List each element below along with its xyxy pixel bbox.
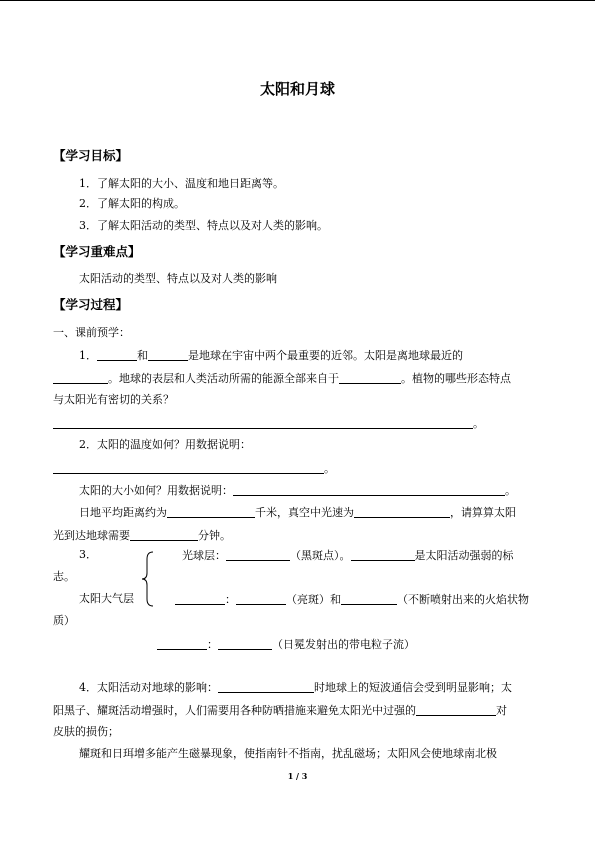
- q2-blank-1[interactable]: [53, 461, 324, 474]
- bracket-brace: [141, 551, 155, 607]
- q3-blank-4[interactable]: [236, 592, 286, 605]
- q1-line-1: [79, 348, 463, 363]
- q1-blank-2[interactable]: [148, 348, 188, 361]
- q1-end: 。: [473, 417, 484, 430]
- q4-text-3: 阳黑子、耀斑活动增强时，人们需要用各种防晒措施来避免太阳光中过强的: [53, 704, 416, 717]
- q3-photosphere-line: [182, 548, 514, 563]
- q1-number: 1．: [79, 349, 97, 362]
- q2-size-line: [79, 483, 516, 498]
- q1-line-3: 与太阳光有密切的关系？: [53, 393, 174, 406]
- q1-blank-4[interactable]: [339, 371, 401, 384]
- q1-text-2: 。地球的表层和人类活动所需的能源全部来自于: [108, 372, 339, 385]
- q2-blank-2[interactable]: [233, 483, 505, 496]
- q2-dist-text-c: ，请算算太阳: [450, 506, 516, 519]
- q2-blank-5[interactable]: [130, 528, 198, 541]
- q3-blank-6[interactable]: [157, 637, 207, 650]
- q2-line-1: 2．太阳的温度如何？用数据说明：: [79, 438, 251, 451]
- q4-text-4: 对: [496, 704, 507, 717]
- q3-blank-5[interactable]: [341, 592, 397, 605]
- page-title: 太阳和月球: [259, 80, 335, 98]
- q4-text-2: 时地球上的短波通信会受到明显影响；太: [314, 681, 512, 694]
- q4-line-1: [79, 680, 512, 695]
- q3-chromo-text-b: （亮斑）和: [286, 593, 341, 606]
- q4-line-4: 耀斑和日珥增多能产生磁暴现象，使指南针不指南，扰乱磁场；太阳风会使地球南北极: [79, 747, 497, 760]
- q3-photo-wrap: 志。: [53, 570, 75, 583]
- q3-blank-1[interactable]: [226, 548, 290, 561]
- q3-photosphere-label: 光球层：: [182, 549, 226, 562]
- q2-size-question: 太阳的大小如何？用数据说明：: [79, 484, 233, 497]
- q1-text-1: 是地球在宇宙中两个最重要的近邻。太阳是离地球最近的: [188, 349, 463, 362]
- q3-photo-text-c: 是太阳活动强弱的标: [414, 549, 514, 562]
- key-points-text: 太阳活动的类型、特点以及对人类的影响: [79, 272, 277, 285]
- goal-item-1: 1．了解太阳的大小、温度和地日距离等。: [79, 177, 284, 190]
- q2-end: 。: [324, 462, 335, 475]
- q3-blank-3[interactable]: [175, 592, 225, 605]
- q2-blank-3[interactable]: [167, 505, 255, 518]
- q4-line-2: [53, 703, 507, 718]
- q4-blank-1[interactable]: [218, 680, 314, 693]
- q3-chromo-wrap: 质）: [53, 614, 75, 627]
- q3-corona-text-b: （日冕发射出的带电粒子流）: [272, 638, 415, 651]
- q1-line-2: [53, 371, 511, 386]
- q1-text-3: 。植物的哪些形态特点: [401, 372, 511, 385]
- q3-chromo-text-c: （不断喷射出来的火焰状物: [397, 593, 529, 606]
- goal-item-2: 2．了解太阳的构成。: [79, 197, 185, 210]
- q2-time-line: [53, 528, 231, 543]
- q3-corona-line: [157, 637, 415, 652]
- q3-atmosphere-label: 太阳大气层: [79, 592, 134, 605]
- process-heading: 【学习过程】: [53, 297, 129, 312]
- goal-item-3: 3．了解太阳活动的类型、特点以及对人类的影响。: [79, 219, 328, 232]
- q3-number: 3．: [79, 548, 97, 561]
- q1-blank-3[interactable]: [53, 371, 108, 384]
- q1-blank-5[interactable]: [53, 416, 473, 429]
- top-rule: [0, 0, 595, 1]
- q3-blank-2[interactable]: [351, 548, 415, 561]
- q4-text-1: 4．太阳活动对地球的影响：: [79, 681, 218, 694]
- q2-dist-text-a: 日地平均距离约为: [79, 506, 167, 519]
- q3-photo-text-b: （黑斑点）。: [290, 549, 351, 562]
- q4-line-3: 皮肤的损伤；: [53, 725, 119, 738]
- q3-chromo-colon: ：: [225, 593, 236, 606]
- q4-blank-2[interactable]: [416, 703, 496, 716]
- q3-blank-7[interactable]: [218, 637, 272, 650]
- q1-blank-1[interactable]: [97, 348, 137, 361]
- q2-distance-line: [79, 505, 516, 520]
- q2-dist-text-d: 光到达地球需要: [53, 529, 130, 542]
- q2-dist-text-b: 千米，真空中光速为: [255, 506, 354, 519]
- q2-dist-text-e: 分钟。: [198, 529, 231, 542]
- q2-size-end: 。: [505, 484, 516, 497]
- page-number: 1 / 3: [287, 771, 308, 781]
- goals-heading: 【学习目标】: [53, 148, 129, 163]
- key-points-heading: 【学习重难点】: [53, 244, 141, 259]
- q3-chromosphere-line: [175, 592, 529, 607]
- pre-study-label: 一、课前预学：: [53, 326, 130, 339]
- q1-answer-line: [53, 416, 484, 431]
- q3-corona-colon: ：: [207, 638, 218, 651]
- q1-and: 和: [137, 349, 148, 362]
- q2-blank-4[interactable]: [354, 505, 450, 518]
- q2-answer-line: [53, 461, 335, 476]
